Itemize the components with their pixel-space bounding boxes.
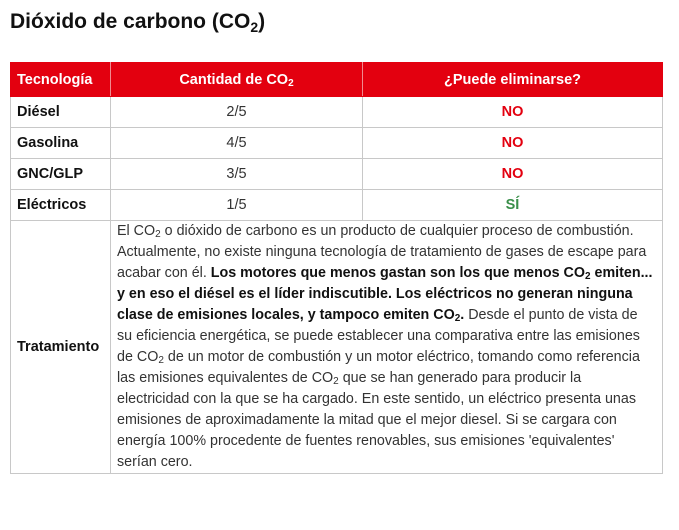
tratamiento-b1-sub: 2: [584, 271, 591, 282]
row-label: Eléctricos: [11, 190, 111, 221]
header-cantidad-subscript: 2: [288, 77, 294, 89]
header-cantidad-text: Cantidad de CO: [179, 71, 289, 88]
table-row-electricos: [11, 190, 663, 221]
row-label: Diésel: [11, 97, 111, 128]
tratamiento-p3-sub: 2: [158, 355, 164, 366]
row-eliminarse: NO: [363, 128, 663, 159]
title-suffix: ): [258, 10, 266, 33]
header-cantidad: [111, 63, 363, 97]
table-header: [11, 63, 663, 97]
table-row-tratamiento: [11, 221, 663, 474]
row-label: Gasolina: [11, 128, 111, 159]
table-row-gasolina: [11, 128, 663, 159]
table-header-row: [11, 63, 663, 97]
tratamiento-text: [111, 221, 663, 474]
tratamiento-b3: .: [460, 307, 465, 323]
title-text: Dióxido de carbono (CO: [10, 10, 251, 33]
tratamiento-p3: Desde el punto de vista de su eficiencia energética, se puede establecer una comparativa entre las emisiones de CO: [117, 307, 640, 365]
header-tecnologia: Tecnología: [11, 63, 111, 97]
row-label-tratamiento: Tratamiento: [11, 221, 111, 474]
row-cantidad: 1/5: [111, 190, 363, 221]
header-eliminarse: ¿Puede eliminarse?: [363, 63, 663, 97]
row-cantidad: 4/5: [111, 128, 363, 159]
table-row-diesel: [11, 97, 663, 128]
comparison-table: [10, 62, 663, 474]
tratamiento-b2-sub: 2: [454, 313, 461, 324]
tratamiento-b1: Los motores que menos gastan son los que menos CO: [210, 265, 585, 281]
row-eliminarse: NO: [363, 159, 663, 190]
tratamiento-p4-sub: 2: [333, 376, 339, 387]
table-body: [11, 97, 663, 474]
table-row-gnc-glp: [11, 159, 663, 190]
tratamiento-p4: de un motor de combustión y un motor eléctrico, tomando como referencia las emisiones equivalentes de CO: [117, 349, 640, 386]
row-label: GNC/GLP: [11, 159, 111, 190]
tratamiento-b2: emiten... y en eso el diésel es el líder indiscutible. Los eléctricos no generan ninguna clase de emisiones locales, y tampoco emiten CO: [117, 265, 653, 323]
row-cantidad: 2/5: [111, 97, 363, 128]
page-title: [10, 10, 265, 34]
row-eliminarse: SÍ: [363, 190, 663, 221]
title-subscript: 2: [250, 19, 259, 35]
row-eliminarse: NO: [363, 97, 663, 128]
tratamiento-p2: o dióxido de carbono es un producto de cualquier proceso de combustión. Actualmente, no existe ninguna tecnología de tratamiento de gases de escape para acabar con él.: [117, 223, 647, 281]
tratamiento-p1: El CO: [117, 223, 156, 239]
tratamiento-p1-sub: 2: [155, 229, 161, 240]
row-cantidad: 3/5: [111, 159, 363, 190]
tratamiento-p5: que se han generado para producir la electricidad con la que se ha cargado. En este sentido, un eléctrico presenta unas emisiones de aproximadamente la mitad que el mejor diesel. Si se cargara con energía 100% procedente de fuentes renovables, sus emisiones 'equivalentes' serían cero.: [117, 370, 636, 470]
